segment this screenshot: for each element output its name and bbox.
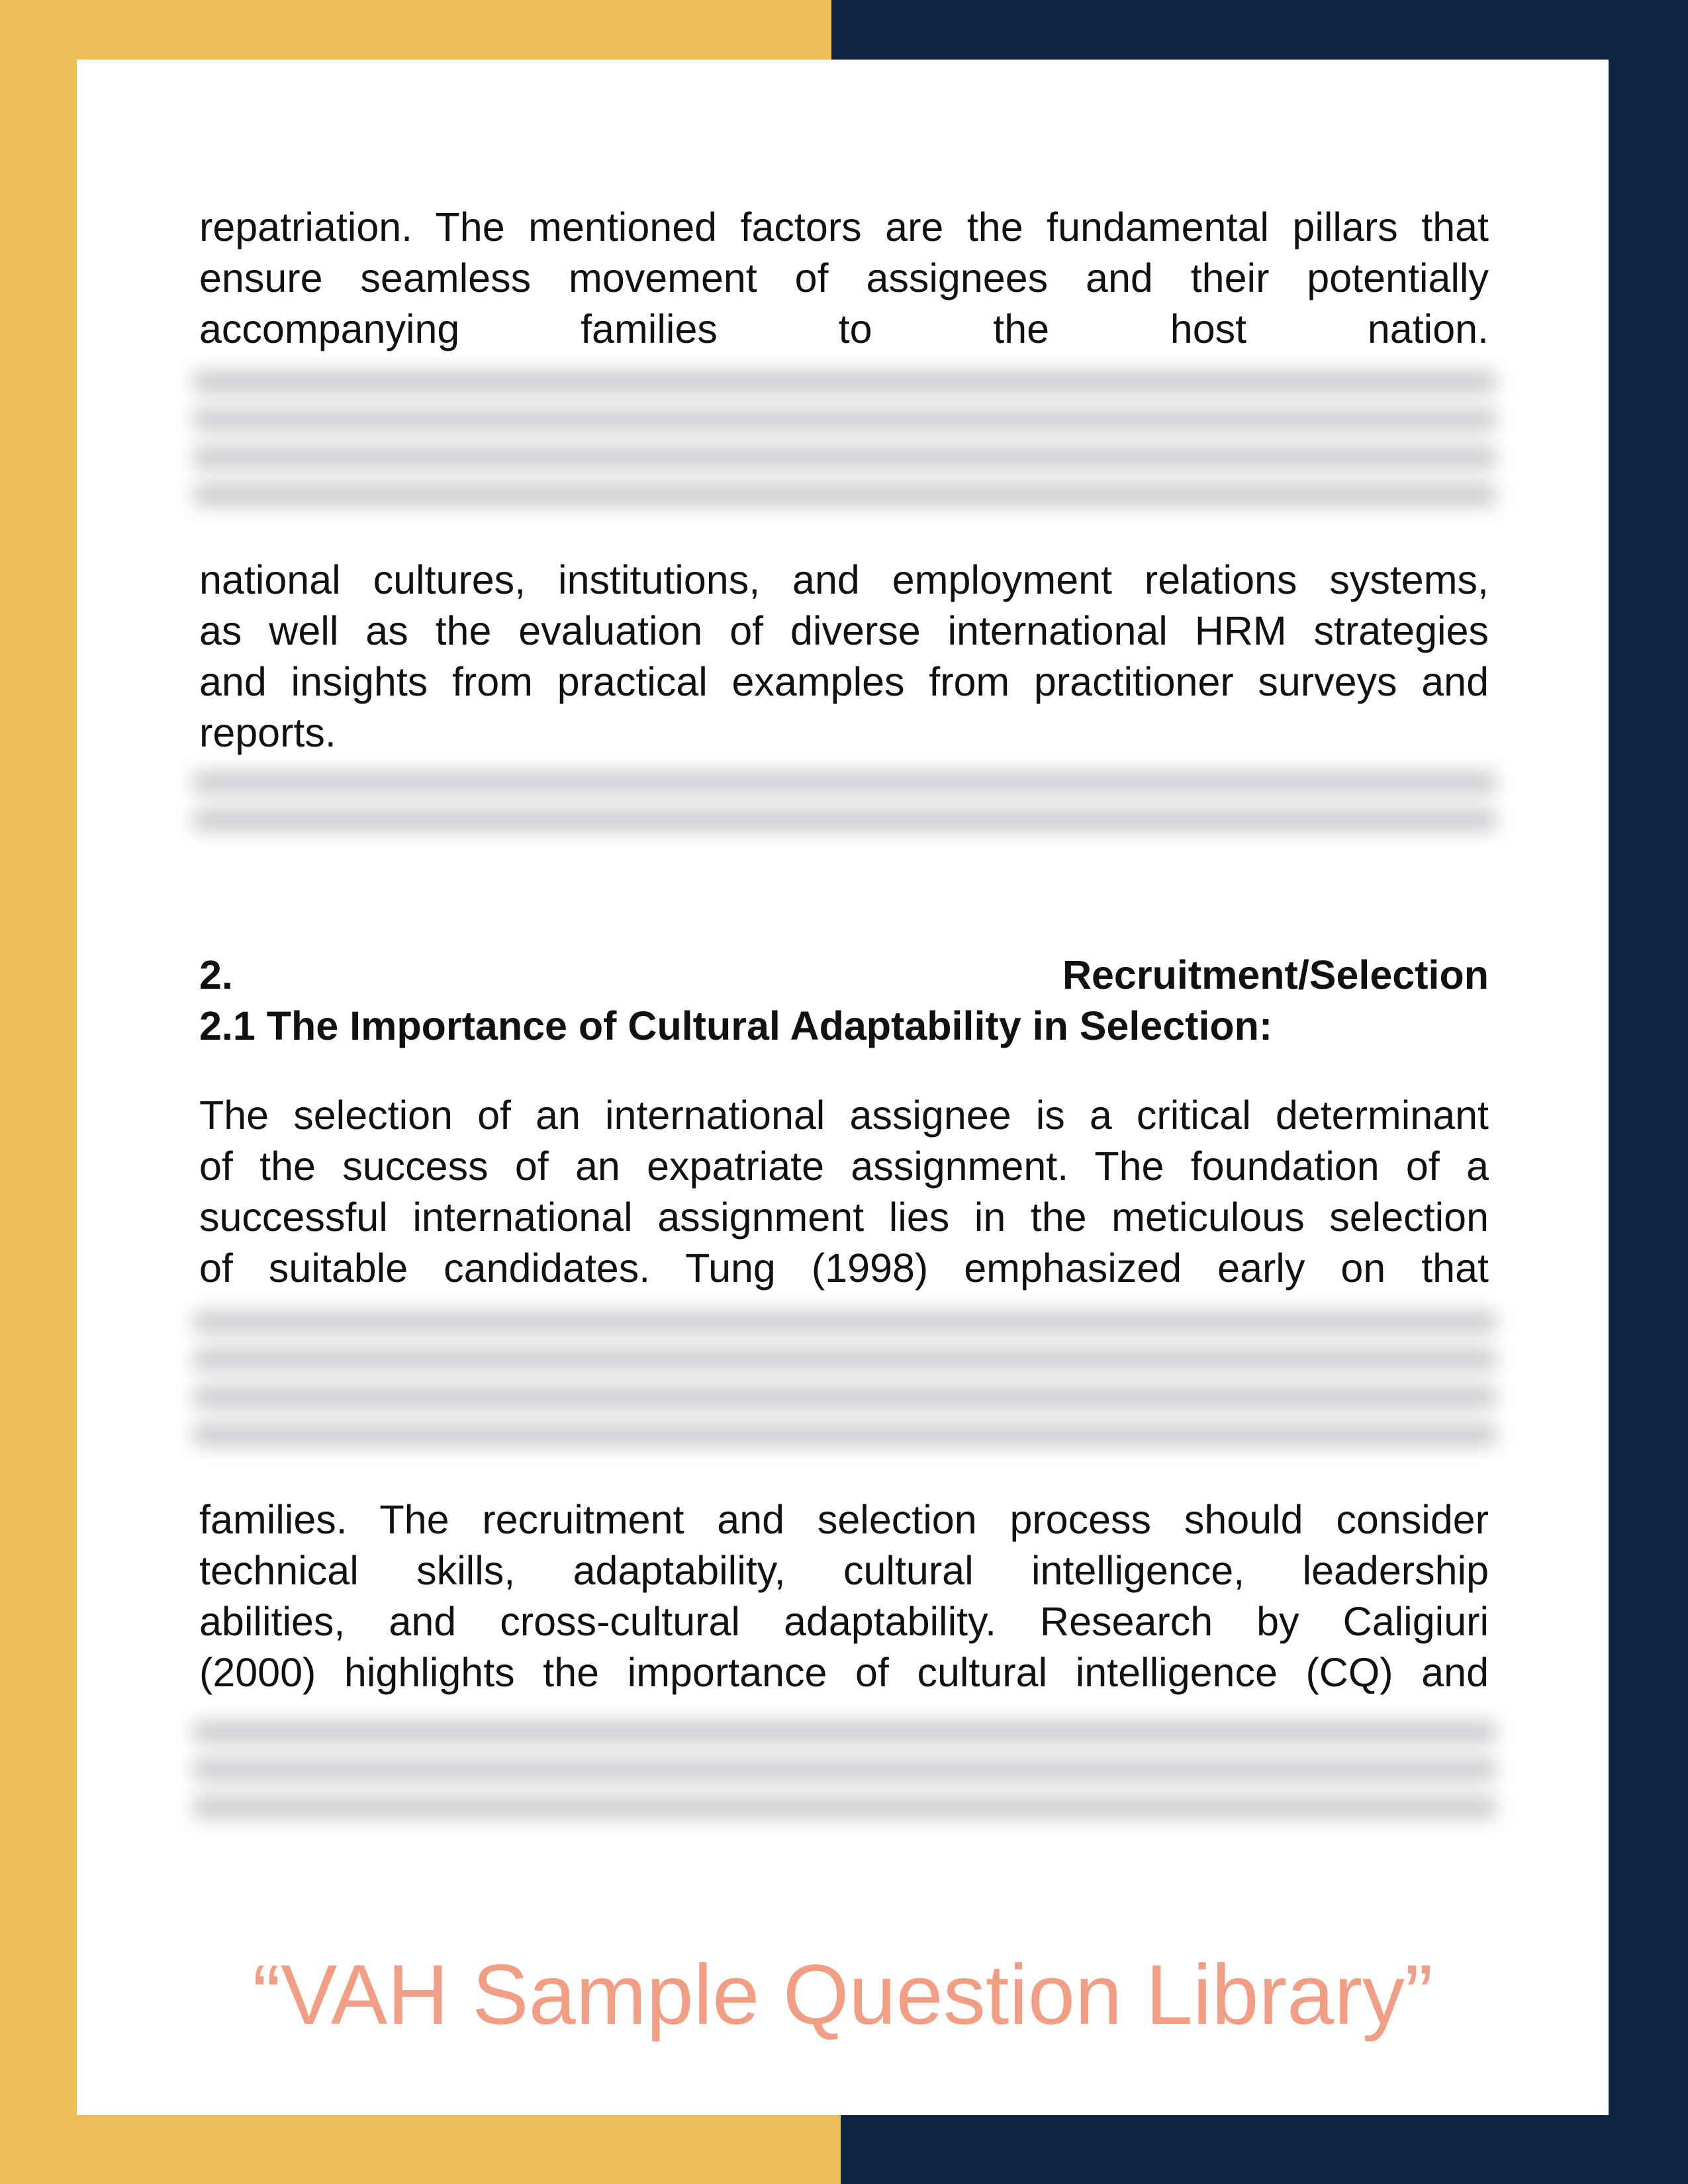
section-number: 2. (199, 952, 233, 997)
text-line: of the success of an expatriate assignment. The foundation of a (199, 1144, 1489, 1189)
section-title-line (199, 950, 1489, 1001)
text-line: (2000) highlights the importance of cultural intelligence (CQ) and (199, 1650, 1489, 1695)
paragraph-families (199, 1494, 1489, 1698)
section-title: Recruitment/Selection (1062, 952, 1489, 997)
paragraph-repatriation (199, 202, 1489, 355)
subsection-heading: 2.1 The Importance of Cultural Adaptability in Selection: (199, 1003, 1273, 1048)
text-line: and insights from practical examples from practitioner surveys and (199, 659, 1489, 704)
blurred-hidden-text (193, 357, 1497, 522)
text-line: repatriation. The mentioned factors are the fundamental pillars that (199, 205, 1489, 250)
text-line: successful international assignment lies in the meticulous selection (199, 1195, 1489, 1240)
text-line: of suitable candidates. Tung (1998) emphasized early on that (199, 1246, 1489, 1291)
paragraph-selection (199, 1090, 1489, 1294)
background-yellow-bottom (0, 2115, 841, 2184)
document-page (77, 60, 1609, 2115)
text-line: ensure seamless movement of assignees and their potentially (199, 255, 1489, 300)
text-line: reports. (199, 710, 336, 755)
background-yellow-strip (0, 0, 77, 2184)
blurred-hidden-text (193, 1707, 1497, 1834)
watermark: “VAH Sample Question Library” (252, 1948, 1433, 2042)
text-line: national cultures, institutions, and employment relations systems, (199, 557, 1489, 602)
text-line: technical skills, adaptability, cultural intelligence, leadership (199, 1548, 1489, 1593)
text-line: The selection of an international assignee is a critical determinant (199, 1093, 1489, 1138)
blurred-hidden-text (193, 758, 1497, 846)
blurred-hidden-text (193, 1297, 1497, 1461)
paragraph-national-cultures (199, 555, 1489, 758)
text-line: accompanying families to the host nation. (199, 306, 1489, 351)
text-line: families. The recruitment and selection process should consider (199, 1497, 1489, 1542)
text-line: abilities, and cross-cultural adaptability. Research by Caligiuri (199, 1599, 1489, 1644)
section-heading (199, 950, 1489, 1052)
text-line: as well as the evaluation of diverse international HRM strategies (199, 608, 1489, 653)
